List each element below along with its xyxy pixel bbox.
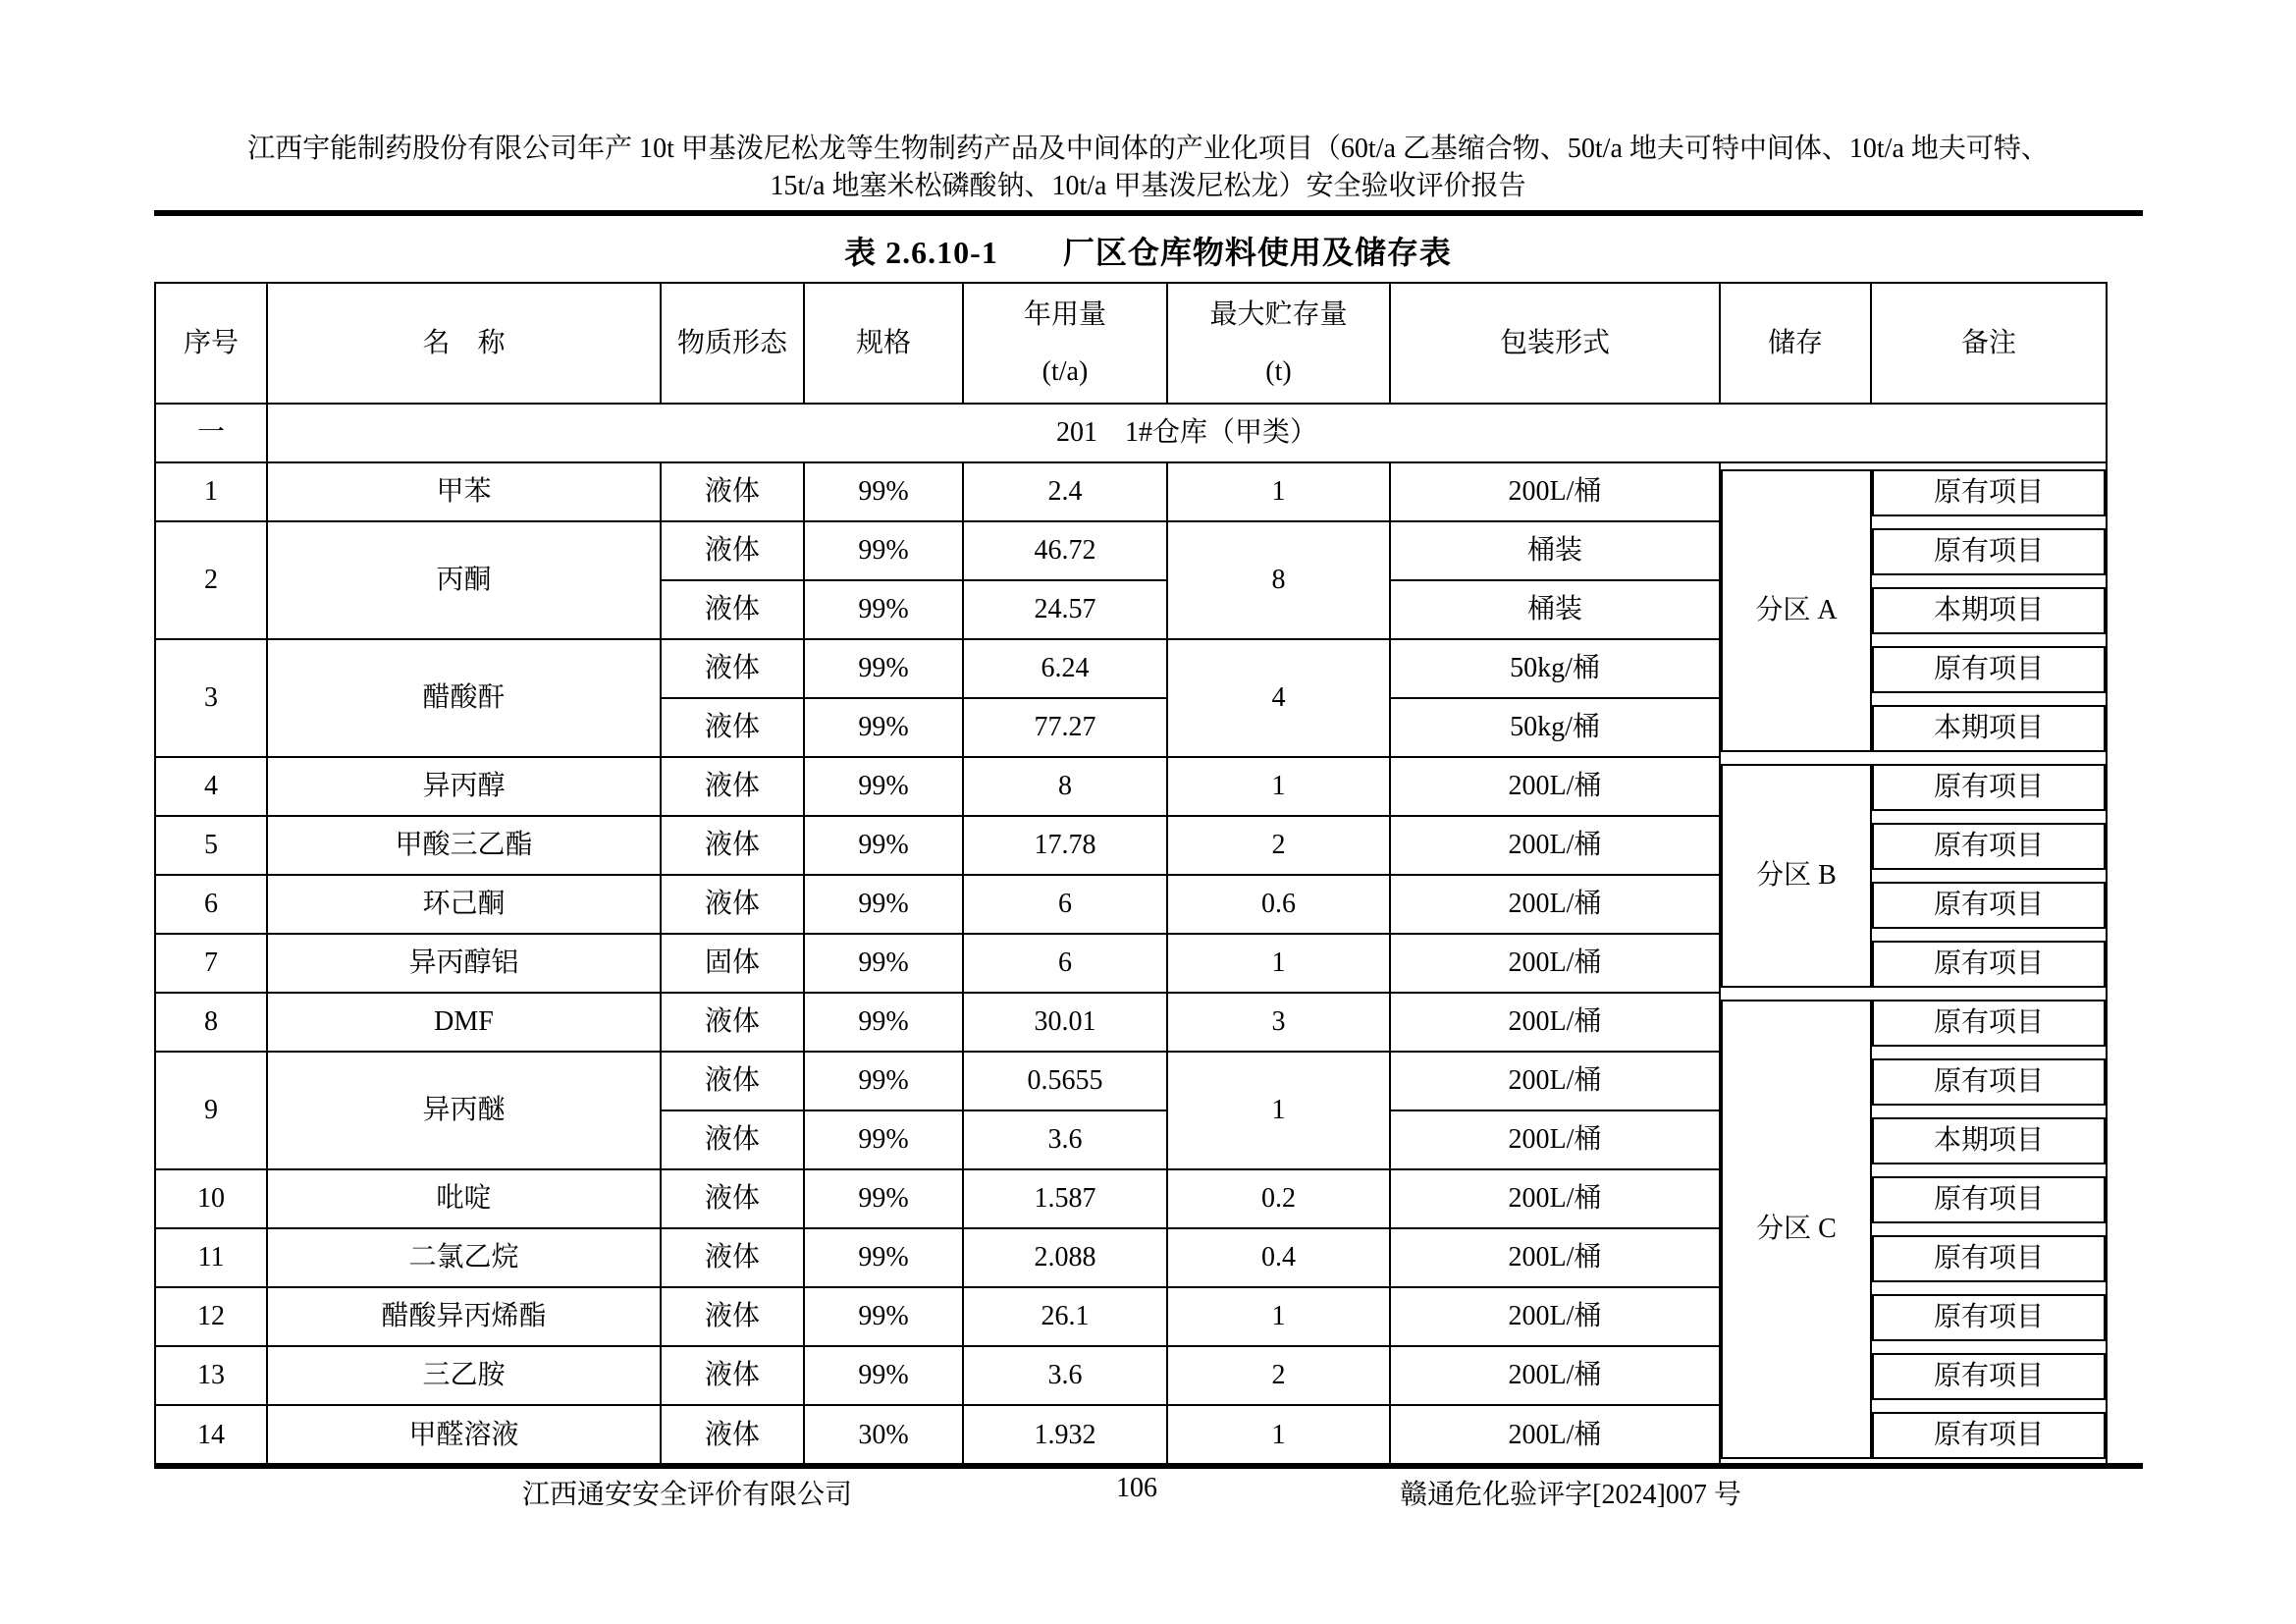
material-name: 异丙醇 bbox=[268, 758, 662, 817]
max-storage: 2 bbox=[1168, 817, 1391, 876]
material-form: 液体 bbox=[662, 522, 805, 581]
material-form: 液体 bbox=[662, 1406, 805, 1465]
header-rule bbox=[154, 210, 2143, 216]
page-header-line2: 15t/a 地塞米松磷酸钠、10t/a 甲基泼尼松龙）安全验收评价报告 bbox=[770, 171, 1526, 201]
material-form: 液体 bbox=[662, 1111, 805, 1170]
packaging: 200L/桶 bbox=[1391, 1170, 1721, 1229]
row-no: 14 bbox=[156, 1406, 268, 1465]
annual-usage: 0.5655 bbox=[964, 1053, 1168, 1111]
remark-box: 原有项目 bbox=[1872, 764, 2106, 811]
material-form: 液体 bbox=[662, 1288, 805, 1347]
column-header bbox=[1168, 284, 1391, 405]
remark-box-cell bbox=[1872, 1229, 2106, 1288]
remark-box: 原有项目 bbox=[1872, 1000, 2106, 1047]
material-spec: 99% bbox=[805, 1347, 964, 1406]
remark-box: 原有项目 bbox=[1872, 528, 2106, 575]
packaging: 50kg/桶 bbox=[1391, 640, 1721, 699]
packaging: 200L/桶 bbox=[1391, 1347, 1721, 1406]
material-name: 醋酸酐 bbox=[268, 640, 662, 758]
remark-box-cell bbox=[1872, 1170, 2106, 1229]
material-name: 异丙醚 bbox=[268, 1053, 662, 1170]
column-header: 序号 bbox=[156, 284, 268, 405]
material-spec: 99% bbox=[805, 994, 964, 1053]
remark-box: 原有项目 bbox=[1872, 941, 2106, 988]
row-no: 13 bbox=[156, 1347, 268, 1406]
material-form: 液体 bbox=[662, 463, 805, 522]
remark-box: 本期项目 bbox=[1872, 1117, 2106, 1164]
annual-usage: 26.1 bbox=[964, 1288, 1168, 1347]
annual-usage: 8 bbox=[964, 758, 1168, 817]
material-form: 液体 bbox=[662, 1170, 805, 1229]
material-spec: 99% bbox=[805, 1111, 964, 1170]
column-header: 规格 bbox=[805, 284, 964, 405]
annual-usage: 3.6 bbox=[964, 1347, 1168, 1406]
page-header-line1: 江西宇能制药股份有限公司年产 10t 甲基泼尼松龙等生物制药产品及中间体的产业化项目（60t/a 乙基缩合物、50t/a 地夫可特中间体、10t/a 地夫可特、 bbox=[247, 134, 2049, 164]
remark-box: 本期项目 bbox=[1872, 705, 2106, 752]
packaging: 200L/桶 bbox=[1391, 935, 1721, 994]
max-storage: 4 bbox=[1168, 640, 1391, 758]
material-name: 甲酸三乙酯 bbox=[268, 817, 662, 876]
max-storage: 1 bbox=[1168, 1288, 1391, 1347]
material-form: 液体 bbox=[662, 994, 805, 1053]
material-spec: 99% bbox=[805, 817, 964, 876]
remark-box: 原有项目 bbox=[1872, 1353, 2106, 1400]
packaging: 桶装 bbox=[1391, 581, 1721, 640]
remark-box-cell bbox=[1872, 817, 2106, 876]
row-no: 3 bbox=[156, 640, 268, 758]
column-header: 名 称 bbox=[268, 284, 662, 405]
column-header: 储存 bbox=[1721, 284, 1872, 405]
zone-box: 分区 B bbox=[1721, 764, 1872, 988]
remark-box-cell bbox=[1872, 876, 2106, 935]
remark-box: 原有项目 bbox=[1872, 1294, 2106, 1341]
column-header: 包装形式 bbox=[1391, 284, 1721, 405]
remark-box: 原有项目 bbox=[1872, 1235, 2106, 1282]
material-spec: 99% bbox=[805, 640, 964, 699]
material-spec: 30% bbox=[805, 1406, 964, 1465]
column-header-main: 年用量 bbox=[1023, 298, 1106, 330]
zone-box-cell bbox=[1721, 758, 1872, 994]
column-header-sub: (t/a) bbox=[1041, 355, 1089, 387]
annual-usage: 6 bbox=[964, 876, 1168, 935]
row-no: 6 bbox=[156, 876, 268, 935]
materials-table bbox=[154, 282, 2108, 1467]
packaging: 200L/桶 bbox=[1391, 1288, 1721, 1347]
remark-box-cell bbox=[1872, 640, 2106, 699]
remark-box-cell bbox=[1872, 1053, 2106, 1111]
material-form: 液体 bbox=[662, 758, 805, 817]
material-name: 甲醛溶液 bbox=[268, 1406, 662, 1465]
packaging: 200L/桶 bbox=[1391, 1053, 1721, 1111]
row-no: 10 bbox=[156, 1170, 268, 1229]
remark-box: 原有项目 bbox=[1872, 882, 2106, 929]
material-name: DMF bbox=[268, 994, 662, 1053]
row-no: 1 bbox=[156, 463, 268, 522]
zone-box-cell bbox=[1721, 463, 1872, 758]
table-title: 表 2.6.10-1 厂区仓库物料使用及储存表 bbox=[844, 235, 1452, 270]
remark-box-cell bbox=[1872, 1288, 2106, 1347]
remark-box: 原有项目 bbox=[1872, 823, 2106, 870]
packaging: 200L/桶 bbox=[1391, 876, 1721, 935]
remark-box-cell bbox=[1872, 1347, 2106, 1406]
material-spec: 99% bbox=[805, 581, 964, 640]
row-no: 9 bbox=[156, 1053, 268, 1170]
zone-box: 分区 A bbox=[1721, 469, 1872, 752]
column-header-sub: (t) bbox=[1265, 355, 1292, 387]
packaging: 200L/桶 bbox=[1391, 463, 1721, 522]
material-form: 液体 bbox=[662, 581, 805, 640]
row-no: 2 bbox=[156, 522, 268, 640]
material-form: 液体 bbox=[662, 699, 805, 758]
max-storage: 2 bbox=[1168, 1347, 1391, 1406]
packaging: 200L/桶 bbox=[1391, 1111, 1721, 1170]
material-spec: 99% bbox=[805, 463, 964, 522]
remark-box-cell bbox=[1872, 522, 2106, 581]
remark-box-cell bbox=[1872, 758, 2106, 817]
packaging: 200L/桶 bbox=[1391, 994, 1721, 1053]
max-storage: 1 bbox=[1168, 463, 1391, 522]
max-storage: 1 bbox=[1168, 1053, 1391, 1170]
footer-page-number: 106 bbox=[1116, 1473, 1157, 1503]
annual-usage: 6 bbox=[964, 935, 1168, 994]
zone-box: 分区 C bbox=[1721, 1000, 1872, 1459]
column-header bbox=[964, 284, 1168, 405]
row-no: 5 bbox=[156, 817, 268, 876]
max-storage: 1 bbox=[1168, 935, 1391, 994]
packaging: 200L/桶 bbox=[1391, 758, 1721, 817]
material-name: 丙酮 bbox=[268, 522, 662, 640]
material-spec: 99% bbox=[805, 522, 964, 581]
material-form: 液体 bbox=[662, 1229, 805, 1288]
column-header: 备注 bbox=[1872, 284, 2106, 405]
remark-box-cell bbox=[1872, 935, 2106, 994]
packaging: 200L/桶 bbox=[1391, 1229, 1721, 1288]
annual-usage: 2.088 bbox=[964, 1229, 1168, 1288]
max-storage: 3 bbox=[1168, 994, 1391, 1053]
material-form: 液体 bbox=[662, 640, 805, 699]
packaging: 50kg/桶 bbox=[1391, 699, 1721, 758]
annual-usage: 24.57 bbox=[964, 581, 1168, 640]
material-name: 环己酮 bbox=[268, 876, 662, 935]
annual-usage: 1.932 bbox=[964, 1406, 1168, 1465]
max-storage: 0.2 bbox=[1168, 1170, 1391, 1229]
material-name: 醋酸异丙烯酯 bbox=[268, 1288, 662, 1347]
annual-usage: 46.72 bbox=[964, 522, 1168, 581]
material-form: 液体 bbox=[662, 1347, 805, 1406]
remark-box: 原有项目 bbox=[1872, 1058, 2106, 1106]
material-spec: 99% bbox=[805, 1170, 964, 1229]
remark-box-cell bbox=[1872, 463, 2106, 522]
section-no: 一 bbox=[156, 405, 268, 463]
packaging: 200L/桶 bbox=[1391, 817, 1721, 876]
annual-usage: 77.27 bbox=[964, 699, 1168, 758]
material-spec: 99% bbox=[805, 1229, 964, 1288]
material-name: 二氯乙烷 bbox=[268, 1229, 662, 1288]
footer-rule bbox=[154, 1463, 2143, 1469]
packaging: 200L/桶 bbox=[1391, 1406, 1721, 1465]
column-header-main: 最大贮存量 bbox=[1209, 298, 1348, 330]
max-storage: 1 bbox=[1168, 758, 1391, 817]
remark-box-cell bbox=[1872, 699, 2106, 758]
remark-box: 原有项目 bbox=[1872, 469, 2106, 516]
material-spec: 99% bbox=[805, 876, 964, 935]
annual-usage: 3.6 bbox=[964, 1111, 1168, 1170]
material-spec: 99% bbox=[805, 699, 964, 758]
packaging: 桶装 bbox=[1391, 522, 1721, 581]
material-name: 甲苯 bbox=[268, 463, 662, 522]
max-storage: 0.6 bbox=[1168, 876, 1391, 935]
material-name: 吡啶 bbox=[268, 1170, 662, 1229]
material-form: 固体 bbox=[662, 935, 805, 994]
column-header: 物质形态 bbox=[662, 284, 805, 405]
remark-box: 原有项目 bbox=[1872, 1176, 2106, 1223]
remark-box-cell bbox=[1872, 994, 2106, 1053]
material-spec: 99% bbox=[805, 935, 964, 994]
annual-usage: 1.587 bbox=[964, 1170, 1168, 1229]
max-storage: 1 bbox=[1168, 1406, 1391, 1465]
material-form: 液体 bbox=[662, 817, 805, 876]
remark-box-cell bbox=[1872, 1111, 2106, 1170]
row-no: 8 bbox=[156, 994, 268, 1053]
remark-box-cell bbox=[1872, 1406, 2106, 1465]
row-no: 7 bbox=[156, 935, 268, 994]
annual-usage: 6.24 bbox=[964, 640, 1168, 699]
remark-box: 本期项目 bbox=[1872, 587, 2106, 634]
section-label: 201 1#仓库（甲类） bbox=[268, 405, 2106, 463]
zone-box-cell bbox=[1721, 994, 1872, 1465]
page-footer bbox=[0, 1473, 2296, 1512]
material-spec: 99% bbox=[805, 758, 964, 817]
material-name: 三乙胺 bbox=[268, 1347, 662, 1406]
row-no: 4 bbox=[156, 758, 268, 817]
material-spec: 99% bbox=[805, 1053, 964, 1111]
remark-box: 原有项目 bbox=[1872, 646, 2106, 693]
material-spec: 99% bbox=[805, 1288, 964, 1347]
max-storage: 0.4 bbox=[1168, 1229, 1391, 1288]
remark-box: 原有项目 bbox=[1872, 1412, 2106, 1459]
material-name: 异丙醇铝 bbox=[268, 935, 662, 994]
annual-usage: 2.4 bbox=[964, 463, 1168, 522]
row-no: 11 bbox=[156, 1229, 268, 1288]
remark-box-cell bbox=[1872, 581, 2106, 640]
annual-usage: 17.78 bbox=[964, 817, 1168, 876]
footer-company: 江西通安安全评价有限公司 bbox=[521, 1480, 853, 1510]
material-form: 液体 bbox=[662, 876, 805, 935]
material-form: 液体 bbox=[662, 1053, 805, 1111]
annual-usage: 30.01 bbox=[964, 994, 1168, 1053]
max-storage: 8 bbox=[1168, 522, 1391, 640]
row-no: 12 bbox=[156, 1288, 268, 1347]
footer-doc-number: 赣通危化验评字[2024]007 号 bbox=[1400, 1480, 1741, 1510]
